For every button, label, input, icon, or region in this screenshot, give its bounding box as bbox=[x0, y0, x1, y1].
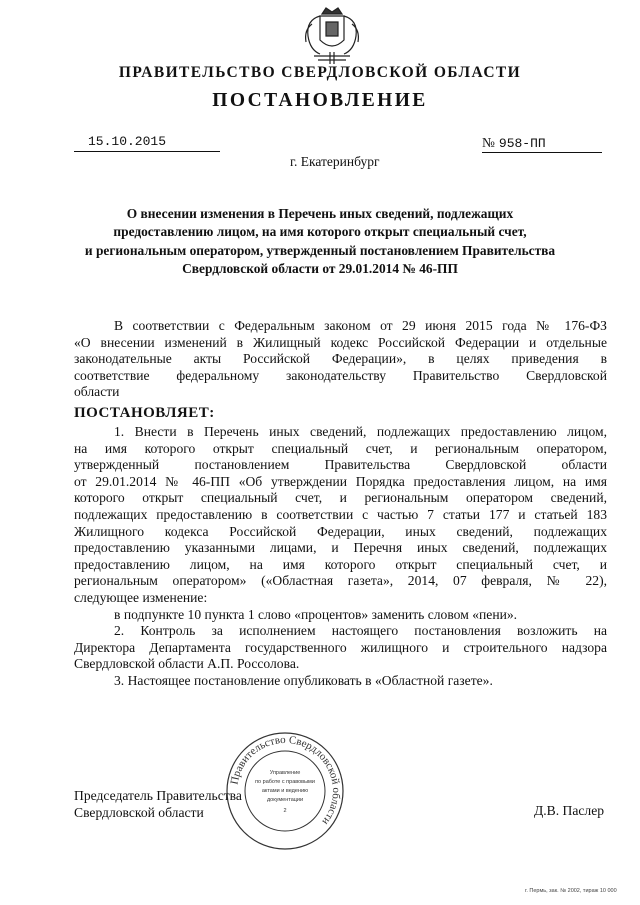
print-footer: г. Пермь, зак. № 2002, тираж 10 000 bbox=[525, 888, 617, 894]
preamble-line: законодательные акты Российской Федерации», в целях приведения в bbox=[74, 351, 607, 367]
stamp-inner-line: по работе с правовыми bbox=[255, 779, 315, 785]
title-line: и региональным оператором, утвержденный постановлением Правительства bbox=[84, 242, 556, 258]
item1-line: предоставлению лицом, на имя которого открыт специальный счет, и bbox=[74, 556, 607, 572]
title-line: О внесении изменения в Перечень иных сведений, подлежащих bbox=[126, 206, 514, 221]
preamble-line: «О внесении изменений в Жилищный кодекс Российской Федерации и отдельные bbox=[74, 334, 607, 350]
stamp-inner-line: Управление bbox=[269, 770, 301, 776]
item1-line: 1. Внести в Перечень иных сведений, подлежащих предоставлению лицом, bbox=[114, 424, 607, 439]
item1-line: Жилищного кодекса Российской Федерации, иных сведений, подлежащих bbox=[74, 523, 607, 539]
stamp-inner-line: документации bbox=[266, 797, 304, 803]
item2-line: 2. Контроль за исполнением настоящего постановления возложить на bbox=[114, 623, 607, 639]
document-type: ПОСТАНОВЛЕНИЕ bbox=[212, 90, 428, 111]
position-line: Председатель Правительства bbox=[74, 788, 242, 803]
government-name: ПРАВИТЕЛЬСТВО СВЕРДЛОВСКОЙ ОБЛАСТИ bbox=[118, 64, 522, 81]
city: г. Екатеринбург bbox=[290, 154, 380, 169]
item2-line: Директора Департамента государственного жилищного и строительного надзора bbox=[74, 639, 607, 655]
item1-line: утвержденный постановлением Правительства Свердловской области bbox=[74, 457, 607, 473]
item1-line: предоставлению указанными лицами, и Перечня иных сведений, подлежащих bbox=[74, 540, 607, 556]
preamble-line: соответствие федеральному законодательству Правительство Свердловской bbox=[74, 367, 607, 383]
item3: 3. Настоящее постановление опубликовать в «Областной газете». bbox=[114, 672, 493, 688]
document-number bbox=[482, 134, 602, 153]
preamble bbox=[74, 318, 607, 401]
official-stamp bbox=[224, 730, 346, 852]
number-value: 958-ПП bbox=[498, 136, 546, 151]
item1-line: от 29.01.2014 № 46-ПП «Об утверждении Порядка предоставления лицом, на имя bbox=[74, 473, 607, 489]
item1-line: следующее изменение: bbox=[74, 589, 208, 605]
item1-line: которого открыт специальный счет, и региональным оператором сведений, bbox=[74, 490, 607, 506]
resolves-heading: ПОСТАНОВЛЯЕТ: bbox=[74, 405, 215, 421]
resolution-items bbox=[74, 424, 607, 690]
item1-subitem: в подпункте 10 пункта 1 слово «процентов» заменить словом «пени». bbox=[114, 606, 518, 622]
signatory-name: Д.В. Паслер bbox=[534, 803, 605, 818]
document-title bbox=[0, 205, 640, 278]
item1-line: на имя которого открыт специальный счет, и региональным оператором, bbox=[74, 440, 607, 456]
stamp-inner-line: 2 bbox=[283, 808, 287, 814]
position-line: Свердловской области bbox=[74, 805, 204, 820]
item1-line: подлежащих предоставлению в соответствии с частью 7 статьи 177 и статьей 183 bbox=[74, 506, 607, 522]
item1-line: региональным оператором» («Областная газета», 2014, 07 февраля, № 22), bbox=[74, 573, 607, 589]
document-date: 15.10.2015 bbox=[74, 134, 220, 152]
title-line: предоставлению лицом, на имя которого открыт специальный счет, bbox=[113, 224, 527, 240]
item2-line: Свердловской области А.П. Россолова. bbox=[74, 656, 300, 672]
stamp-ring-text: Правительство Свердловской области bbox=[228, 733, 343, 828]
coat-of-arms-emblem bbox=[296, 6, 368, 68]
preamble-line: В соответствии с Федеральным законом от 29 июня 2015 года № 176-ФЗ bbox=[114, 318, 607, 333]
signatory-position bbox=[74, 787, 242, 821]
preamble-line: области bbox=[74, 384, 120, 400]
title-line: Свердловской области от 29.01.2014 № 46-ПП bbox=[182, 260, 458, 276]
stamp-inner-line: актами и ведению bbox=[261, 788, 309, 794]
number-label: № bbox=[482, 135, 495, 150]
